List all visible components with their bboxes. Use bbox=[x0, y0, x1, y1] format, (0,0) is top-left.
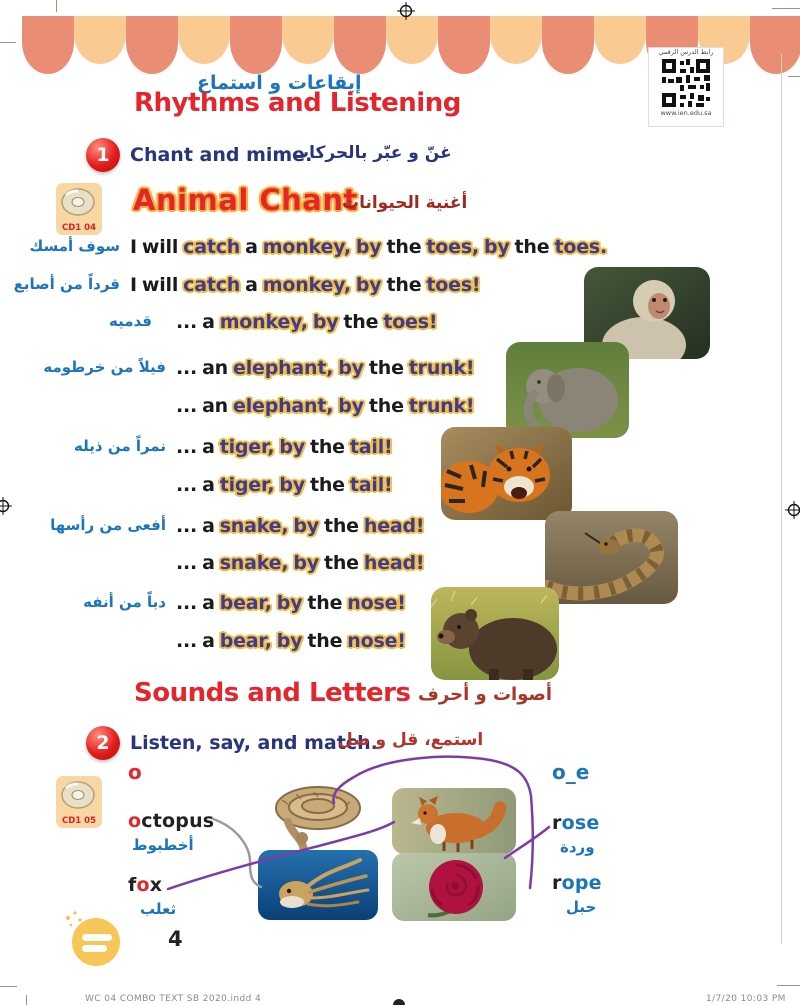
activity-1-instruction: Chant and mime. bbox=[130, 144, 313, 166]
chant-word-highlighted: tail! bbox=[349, 474, 393, 496]
chant-word: a bbox=[245, 274, 258, 296]
chant-line-translation: دباً من أنفه bbox=[83, 593, 166, 611]
chant-line-translation: قرداً من أصابع bbox=[13, 275, 120, 293]
chant-word-highlighted: catch bbox=[183, 236, 241, 258]
chant-word: the bbox=[386, 274, 422, 296]
chant-word-highlighted: tail! bbox=[349, 436, 393, 458]
awning-scallop bbox=[490, 16, 542, 64]
chant-word: will bbox=[141, 274, 179, 296]
chant-word: the bbox=[514, 236, 550, 258]
word-part: x bbox=[149, 874, 163, 896]
cd-track-label: CD1 05 bbox=[62, 816, 96, 826]
word-part: f bbox=[128, 874, 137, 896]
awning-scallop bbox=[334, 16, 386, 74]
chant-word-highlighted: nose! bbox=[347, 592, 406, 614]
word-octopus bbox=[128, 810, 214, 832]
chant-word-highlighted: toes, bbox=[426, 236, 479, 258]
registration-mark-icon bbox=[0, 496, 13, 516]
chant-word: the bbox=[309, 474, 345, 496]
section-heading: Sounds and Letters bbox=[134, 678, 411, 708]
activity-2-instruction: Listen, say, and match. bbox=[130, 732, 378, 754]
chant-line bbox=[176, 552, 429, 574]
chant-word: the bbox=[368, 395, 404, 417]
chant-word: a bbox=[202, 311, 215, 333]
chant-word: a bbox=[202, 515, 215, 537]
qr-code-icon bbox=[660, 57, 712, 109]
chant-line-translation: سوف أمسك bbox=[29, 237, 120, 255]
chant-line bbox=[13, 274, 485, 296]
chant-line-translation: قدميه bbox=[109, 312, 152, 330]
chant-word: the bbox=[307, 592, 343, 614]
chant-word: the bbox=[307, 630, 343, 652]
word-part: ope bbox=[561, 872, 602, 894]
cd-track-label: CD1 04 bbox=[62, 223, 96, 233]
activity-1-instruction-arabic: غنّ و عبّر بالحركات bbox=[292, 143, 452, 163]
awning-scallop bbox=[230, 16, 282, 74]
qr-block bbox=[648, 47, 724, 127]
crop-mark bbox=[56, 0, 57, 12]
awning-scallop bbox=[386, 16, 438, 64]
chant-word: ... bbox=[176, 311, 198, 333]
chant-word-highlighted: toes! bbox=[383, 311, 438, 333]
section-heading-arabic: أصوات و أحرف bbox=[418, 684, 553, 705]
chant-word: an bbox=[202, 395, 229, 417]
chant-line bbox=[43, 357, 479, 379]
awning-scallop bbox=[74, 16, 126, 64]
awning-scallop bbox=[594, 16, 646, 64]
cd-disc-icon bbox=[56, 183, 102, 223]
chant-word-highlighted: by bbox=[293, 552, 319, 574]
awning-scallop bbox=[438, 16, 490, 74]
chant-word-highlighted: by bbox=[483, 236, 510, 258]
chant-word-highlighted: catch bbox=[183, 274, 241, 296]
chant-word: I bbox=[130, 236, 137, 258]
word-part: o bbox=[128, 810, 142, 832]
chant-word-highlighted: monkey, bbox=[262, 236, 351, 258]
registration-mark-icon bbox=[393, 999, 405, 1005]
footer-timestamp: 1/7/20 10:03 PM bbox=[706, 994, 786, 1004]
awning-scallop bbox=[22, 16, 74, 74]
chant-word: ... bbox=[176, 474, 198, 496]
rope-photo bbox=[262, 780, 370, 860]
chant-word-highlighted: by bbox=[279, 436, 305, 458]
chant-title-arabic: أغنية الحيوانات bbox=[342, 193, 468, 213]
awning-scallop bbox=[542, 16, 594, 74]
octopus-photo bbox=[258, 850, 378, 920]
chant-word: ... bbox=[176, 630, 198, 652]
elephant-photo bbox=[506, 342, 629, 438]
chant-word: ... bbox=[176, 552, 198, 574]
chant-word: a bbox=[202, 630, 215, 652]
chant-word-highlighted: by bbox=[338, 357, 364, 379]
chant-word-highlighted: toes. bbox=[554, 236, 608, 258]
chant-word: a bbox=[202, 474, 215, 496]
chant-word: the bbox=[386, 236, 422, 258]
word-part: r bbox=[552, 872, 562, 894]
chant-title: Animal Chant bbox=[133, 183, 358, 217]
qr-caption-top: رابط الدرس الرقمي bbox=[658, 48, 714, 56]
rose-photo bbox=[392, 853, 516, 921]
chant-word-highlighted: by bbox=[355, 236, 382, 258]
chant-word-highlighted: tiger, bbox=[219, 436, 275, 458]
chant-word-highlighted: head! bbox=[363, 515, 425, 537]
registration-mark-icon bbox=[784, 500, 800, 520]
chant-word-highlighted: trunk! bbox=[408, 357, 475, 379]
cd-disc-icon bbox=[56, 776, 102, 816]
page-edge-line bbox=[781, 54, 782, 944]
word-rose-arabic: وردة bbox=[560, 838, 595, 856]
tiger-photo bbox=[441, 427, 572, 520]
word-part: r bbox=[552, 812, 562, 834]
chant-word-highlighted: tiger, bbox=[219, 474, 275, 496]
awning-scallop bbox=[282, 16, 334, 64]
publisher-logo-icon bbox=[58, 908, 130, 968]
crop-mark bbox=[772, 8, 800, 9]
activity-1-number-badge: 1 bbox=[86, 138, 120, 172]
chant-line bbox=[109, 311, 442, 333]
awning-scallop bbox=[750, 16, 800, 74]
chant-line bbox=[74, 436, 397, 458]
chant-word-highlighted: by bbox=[279, 474, 305, 496]
chant-word: ... bbox=[176, 515, 198, 537]
chant-word: a bbox=[202, 552, 215, 574]
word-octopus-arabic: أخطبوط bbox=[132, 836, 194, 854]
chant-word-highlighted: bear, bbox=[219, 592, 272, 614]
chant-word-highlighted: by bbox=[355, 274, 382, 296]
word-rose bbox=[552, 812, 599, 834]
chant-word: ... bbox=[176, 395, 198, 417]
chant-word: a bbox=[245, 236, 258, 258]
chant-word-highlighted: monkey, bbox=[262, 274, 351, 296]
chant-word: the bbox=[368, 357, 404, 379]
chant-line bbox=[176, 395, 479, 417]
awning-scallop bbox=[126, 16, 178, 74]
chant-word-highlighted: toes! bbox=[426, 274, 481, 296]
chant-word-highlighted: by bbox=[276, 630, 303, 652]
crop-mark bbox=[0, 986, 17, 987]
cd-audio-icon bbox=[56, 776, 102, 828]
word-rope bbox=[552, 872, 602, 894]
word-part: o bbox=[136, 874, 150, 896]
chant-word-highlighted: by bbox=[338, 395, 364, 417]
registration-mark-icon bbox=[396, 1, 416, 21]
cd-audio-icon bbox=[56, 183, 102, 235]
word-fox bbox=[128, 874, 162, 896]
word-part: ose bbox=[561, 812, 600, 834]
crop-mark bbox=[26, 995, 27, 1005]
chant-word: the bbox=[323, 515, 359, 537]
chant-word: will bbox=[141, 236, 179, 258]
crop-mark bbox=[777, 985, 800, 986]
bear-photo bbox=[431, 587, 559, 680]
chant-word: the bbox=[309, 436, 345, 458]
chant-word: a bbox=[202, 592, 215, 614]
chant-word: ... bbox=[176, 592, 198, 614]
snake-photo bbox=[545, 511, 678, 604]
chant-word: ... bbox=[176, 436, 198, 458]
page-title: Rhythms and Listening bbox=[134, 88, 461, 118]
footer-filename: WC 04 COMBO TEXT SB 2020.indd 4 bbox=[85, 994, 262, 1004]
chant-word: the bbox=[343, 311, 379, 333]
chant-word: the bbox=[323, 552, 359, 574]
word-fox-arabic: ثعلب bbox=[140, 900, 177, 918]
qr-caption-bottom: www.ien.edu.sa bbox=[660, 109, 712, 117]
chant-word-highlighted: head! bbox=[363, 552, 425, 574]
awning-scallop bbox=[178, 16, 230, 64]
chant-word-highlighted: bear, bbox=[219, 630, 272, 652]
chant-word-highlighted: elephant, bbox=[233, 395, 334, 417]
activity-2-instruction-arabic: استمع، قل و صل bbox=[338, 730, 484, 750]
chant-word: I bbox=[130, 274, 137, 296]
chant-word-highlighted: snake, bbox=[219, 552, 289, 574]
chant-word: an bbox=[202, 357, 229, 379]
page-number: 4 bbox=[168, 927, 183, 951]
fox-photo bbox=[392, 788, 516, 854]
chant-word-highlighted: monkey, bbox=[219, 311, 308, 333]
match-line-octopus-example bbox=[213, 819, 261, 887]
page-title-arabic: إيقاعات و استماع bbox=[197, 72, 362, 94]
word-rope-arabic: حبل bbox=[566, 898, 597, 916]
chant-line bbox=[176, 474, 397, 496]
chant-word-highlighted: elephant, bbox=[233, 357, 334, 379]
activity-2-number-badge: 2 bbox=[86, 726, 120, 760]
chant-line-translation: نمراً من ذيله bbox=[74, 437, 166, 455]
sound-letter-o: o bbox=[128, 760, 142, 784]
chant-line bbox=[29, 236, 612, 258]
chant-word-highlighted: by bbox=[312, 311, 339, 333]
chant-word-highlighted: by bbox=[276, 592, 303, 614]
chant-word: ... bbox=[176, 357, 198, 379]
chant-line-translation: فيلاً من خرطومه bbox=[43, 358, 166, 376]
chant-word: a bbox=[202, 436, 215, 458]
chant-word-highlighted: trunk! bbox=[408, 395, 475, 417]
sound-letter-o-e: o_e bbox=[552, 760, 590, 784]
chant-line-translation: أفعى من رأسها bbox=[50, 516, 166, 534]
chant-line bbox=[50, 515, 429, 537]
chant-word-highlighted: snake, bbox=[219, 515, 289, 537]
crop-mark bbox=[0, 42, 16, 43]
chant-line bbox=[176, 630, 411, 652]
chant-line bbox=[83, 592, 411, 614]
crop-mark bbox=[788, 76, 800, 77]
chant-word-highlighted: nose! bbox=[347, 630, 406, 652]
word-part: ctopus bbox=[141, 810, 215, 832]
chant-word-highlighted: by bbox=[293, 515, 319, 537]
